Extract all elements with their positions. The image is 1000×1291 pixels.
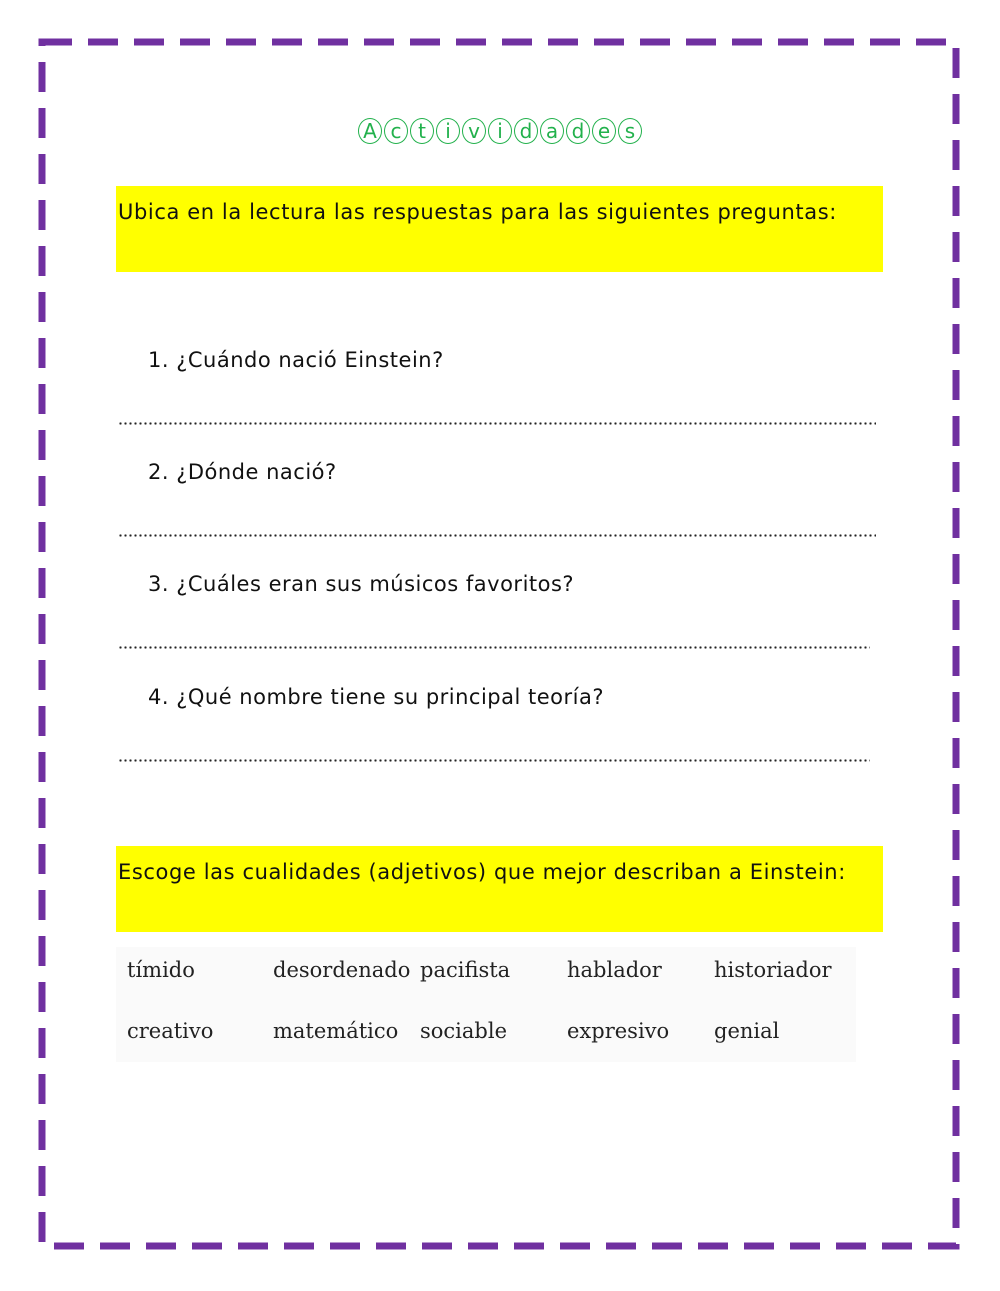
adjective-option[interactable]: matemático (273, 1019, 399, 1043)
title-letter: A (358, 118, 382, 144)
title-letter: e (592, 118, 616, 144)
adjective-option[interactable]: desordenado (273, 958, 411, 982)
answer-line-1[interactable] (118, 422, 876, 425)
adjective-option[interactable]: tímido (127, 958, 195, 982)
answer-line-4[interactable] (118, 759, 870, 762)
page-title (0, 118, 1000, 144)
instruction-questions: Ubica en la lectura las respuestas para las siguientes preguntas: (116, 186, 883, 272)
title-letter: v (462, 118, 486, 144)
title-letter: c (384, 118, 408, 144)
question-3: 3. ¿Cuáles eran sus músicos favoritos? (148, 572, 575, 596)
adjective-option[interactable]: sociable (420, 1019, 508, 1043)
title-letter: i (436, 118, 460, 144)
instruction-adjectives: Escoge las cualidades (adjetivos) que mejor describan a Einstein: (116, 846, 883, 932)
title-letter: s (618, 118, 642, 144)
answer-line-3[interactable] (118, 646, 870, 649)
adjective-option[interactable]: creativo (127, 1019, 214, 1043)
title-letter: d (514, 118, 538, 144)
answer-line-2[interactable] (118, 534, 876, 537)
adjective-option[interactable]: historiador (714, 958, 832, 982)
adjective-option[interactable]: expresivo (567, 1019, 670, 1043)
question-1: 1. ¿Cuándo nació Einstein? (148, 348, 444, 372)
adjective-option[interactable]: pacifista (420, 958, 511, 982)
adjective-option[interactable]: hablador (567, 958, 662, 982)
title-letter: a (540, 118, 564, 144)
adjective-option[interactable]: genial (714, 1019, 780, 1043)
question-4: 4. ¿Qué nombre tiene su principal teoría? (148, 685, 605, 709)
title-letter: t (410, 118, 434, 144)
question-2: 2. ¿Dónde nació? (148, 460, 337, 484)
title-letter: d (566, 118, 590, 144)
title-letter: i (488, 118, 512, 144)
